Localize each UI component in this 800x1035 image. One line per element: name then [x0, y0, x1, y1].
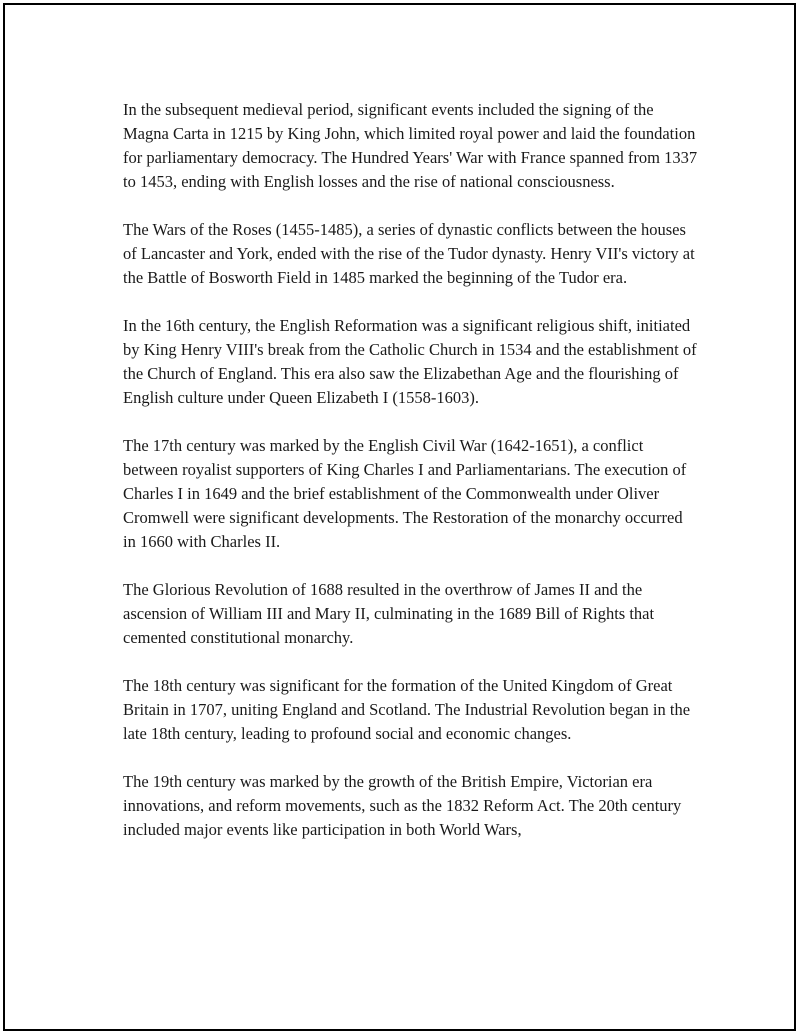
paragraph-19th-century: The 19th century was marked by the growth of the British Empire, Victorian era innovations, and reform movements, such as the 1832 Reform Act. The 20th century included major events like participation in both World Wars,	[123, 772, 682, 839]
paragraph-glorious-revolution: The Glorious Revolution of 1688 resulted in the overthrow of James II and the ascension of William III and Mary II, culminating in the 1689 Bill of Rights that cemented constitutional monarchy.	[123, 580, 655, 647]
paragraph-wars-of-the-roses: The Wars of the Roses (1455-1485), a series of dynastic conflicts between the houses of Lancaster and York, ended with the rise of the Tudor dynasty. Henry VII's victory at the Battle of Bosworth Field in 1485 marked the beginning of the Tudor era.	[123, 220, 695, 287]
paragraph-16th-century: In the 16th century, the English Reformation was a significant religious shift, initiated by King Henry VIII's break from the Catholic Church in 1534 and the establishment of the Church of England. This era also saw the Elizabethan Age and the flourishing of English culture under Queen Elizabeth I (1558-1603).	[123, 316, 697, 407]
paragraph-18th-century: The 18th century was significant for the formation of the United Kingdom of Great Britain in 1707, uniting England and Scotland. The Industrial Revolution began in the late 18th century, leading to profound social and economic changes.	[123, 676, 691, 743]
paragraph-medieval: In the subsequent medieval period, significant events included the signing of the Magna Carta in 1215 by King John, which limited royal power and laid the foundation for parliamentary democracy. The Hundred Years' War with France spanned from 1337 to 1453, ending with English losses and the rise of national consciousness.	[123, 100, 698, 191]
page-frame	[3, 3, 796, 1031]
document-body	[123, 98, 698, 866]
paragraph-17th-century: The 17th century was marked by the English Civil War (1642-1651), a conflict between royalist supporters of King Charles I and Parliamentarians. The execution of Charles I in 1649 and the brief establishment of the Commonwealth under Oliver Cromwell were significant developments. The Restoration of the monarchy occurred in 1660 with Charles II.	[123, 436, 687, 551]
